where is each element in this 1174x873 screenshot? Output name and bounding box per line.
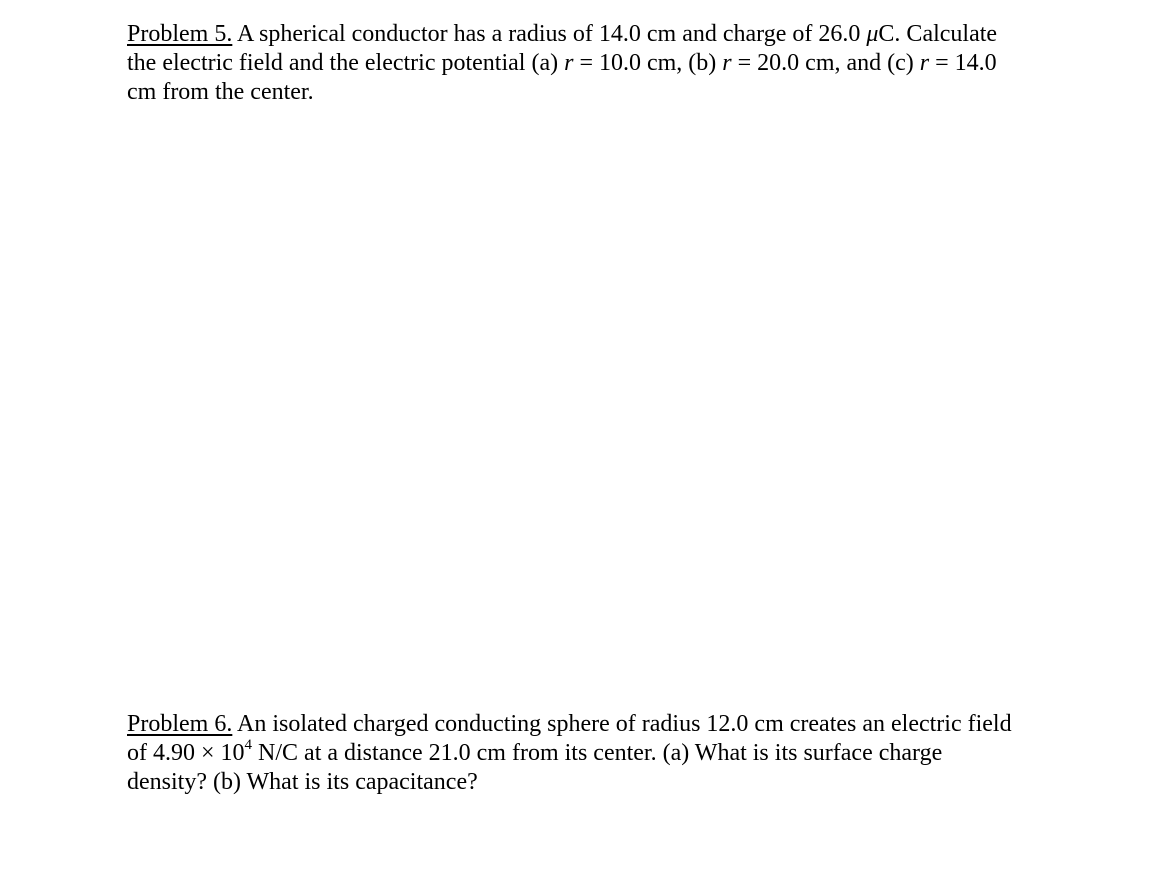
problem-6 <box>127 710 1067 797</box>
mu-symbol: μ <box>866 21 879 47</box>
problem-6-label: Problem 6. <box>127 711 233 737</box>
problem-5-text: = 10.0 cm, (b) <box>573 50 723 76</box>
problem-5-text: cm from the center. <box>127 79 314 105</box>
r-variable: r <box>564 50 574 76</box>
problem-5-text: A spherical conductor has a radius of 14.0 cm and charge of 26.0 <box>232 21 867 47</box>
problem-6-text: density? (b) What is its capacitance? <box>127 769 478 795</box>
problem-6-text: of 4.90 × 10 <box>127 740 245 766</box>
problem-6-text: N/C at a distance 21.0 cm from its center. (a) What is its surface charge <box>252 740 943 766</box>
r-variable: r <box>722 50 732 76</box>
problem-5-text: = 14.0 <box>929 50 997 76</box>
problem-6-text: An isolated charged conducting sphere of radius 12.0 cm creates an electric field <box>232 711 1012 737</box>
problem-5-label: Problem 5. <box>127 21 233 47</box>
problem-5-text: the electric field and the electric potential (a) <box>127 50 565 76</box>
problem-5-text: = 20.0 cm, and (c) <box>731 50 920 76</box>
problem-5 <box>127 20 1057 107</box>
problem-5-text: C. Calculate <box>878 21 998 47</box>
exponent: 4 <box>244 737 253 753</box>
r-variable: r <box>919 50 930 76</box>
